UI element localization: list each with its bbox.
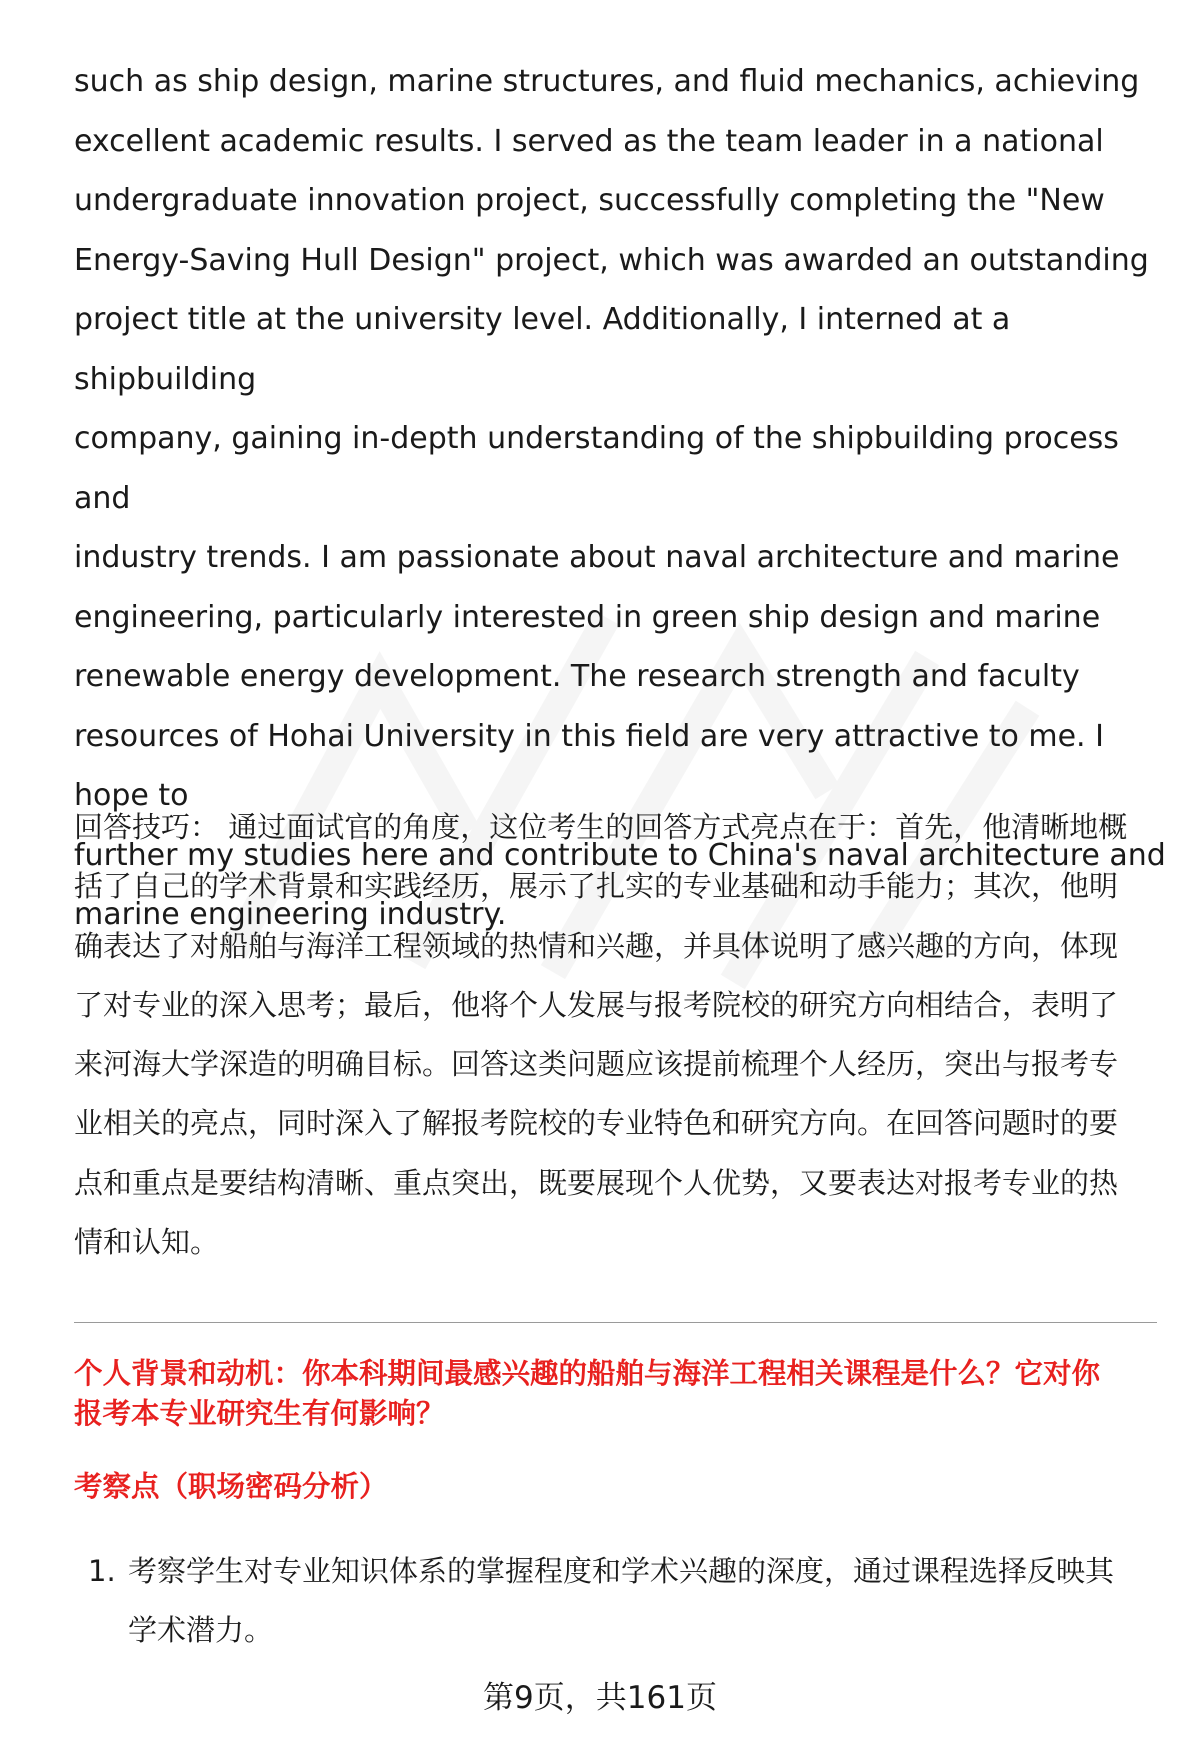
list-item-text: 考察学生对专业知识体系的掌握程度和学术兴趣的深度，通过课程选择反映其 学术潜力。 — [128, 1554, 1115, 1647]
page-footer: 第9页，共161页 — [483, 1680, 717, 1716]
assessment-points-heading: 考察点（职场密码分析） — [74, 1470, 388, 1503]
list-item-number: 1. — [88, 1554, 116, 1588]
answer-tips-paragraph: 回答技巧： 通过面试官的角度，这位考生的回答方式亮点在于：首先，他清晰地概 括了自己的学术背景和实践经历，展示了扎实的专业基础和动手能力；其次，他明 确表达了对船舶与海洋工程领域的热情和兴趣，并具体说明了感兴趣的方向，体现 了对专业的深入思考；最后，他将个人发展与报考院校的研究方向相结合，表明了 来河海大学深造的明确目标。回答这类问题应该提前梳理个人经历，突出与报考专 业相关的亮点，同时深入了解报考院校的专业特色和研究方向。在回答问题时的要 点和重点是要结构清晰、重点突出，既要展现个人优势，又要表达对报考专业的热 情和认知。 — [74, 810, 1128, 1260]
question-heading: 个人背景和动机：你本科期间最感兴趣的船舶与海洋工程相关课程是什么？它对你 报考本专业研究生有何影响？ — [74, 1357, 1101, 1430]
section-divider — [74, 1322, 1157, 1323]
english-paragraph: such as ship design, marine structures, and fluid mechanics, achieving excellent academic results. I served as the team leader in a national undergraduate innovation project, successfully completing the "New Energy-Saving Hull Design" project, which was awarded an outstanding project title at the university level. Additionally, I interned at a shipbuilding company, gaining in-depth understanding of the shipbuilding process and industry trends. I am passionate about naval architecture and marine engineering, particularly interested in green ship design and marine renewable energy development. The research strength and faculty resources of Hohai University in this field are very attractive to me. I hope to further my studies here and contribute to China's naval architecture and marine engineering industry. — [74, 64, 1166, 932]
